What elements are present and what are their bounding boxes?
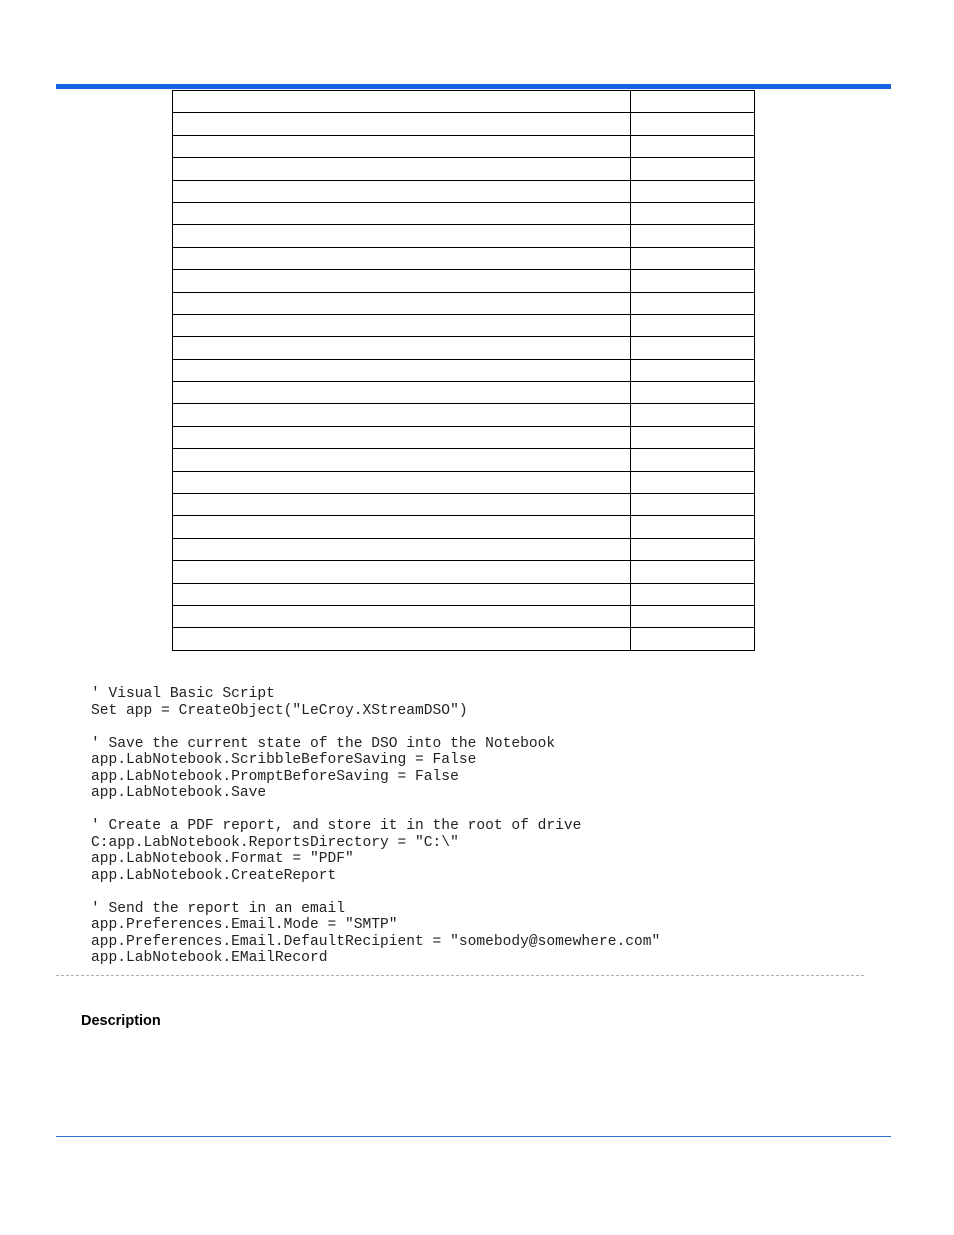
code-line: app.LabNotebook.CreateReport xyxy=(91,867,337,884)
code-line: app.LabNotebook.PromptBeforeSaving = False xyxy=(91,768,459,785)
code-line: Set app = CreateObject("LeCroy.XStreamDSO") xyxy=(91,702,468,719)
table-cell xyxy=(631,247,755,269)
table-row xyxy=(173,292,755,314)
table-cell xyxy=(631,270,755,292)
table-row xyxy=(173,247,755,269)
table-cell xyxy=(173,359,631,381)
section-divider xyxy=(56,975,864,976)
table-row xyxy=(173,583,755,605)
table-row xyxy=(173,270,755,292)
table-cell xyxy=(631,292,755,314)
code-line: ' Create a PDF report, and store it in the root of drive xyxy=(91,818,582,834)
table-cell xyxy=(173,202,631,224)
code-line xyxy=(91,802,851,819)
table-cell xyxy=(173,113,631,135)
table-cell xyxy=(631,202,755,224)
table-cell xyxy=(631,225,755,247)
table-cell xyxy=(631,337,755,359)
code-line: ' Save the current state of the DSO into the Notebook xyxy=(91,735,556,752)
table-cell xyxy=(173,538,631,560)
table-cell xyxy=(173,247,631,269)
table-cell xyxy=(631,314,755,336)
table-row xyxy=(173,225,755,247)
table-cell xyxy=(173,135,631,157)
table-cell xyxy=(173,404,631,426)
table-cell xyxy=(173,158,631,180)
table-cell xyxy=(631,113,755,135)
code-line: C:app.LabNotebook.ReportsDirectory = "C:\" xyxy=(91,834,459,851)
code-line xyxy=(91,884,851,901)
table-cell xyxy=(631,135,755,157)
table-cell xyxy=(173,426,631,448)
table-cell xyxy=(173,471,631,493)
table-row xyxy=(173,337,755,359)
table-cell xyxy=(173,270,631,292)
table-row xyxy=(173,628,755,650)
table-row xyxy=(173,516,755,538)
table-cell xyxy=(631,158,755,180)
table-cell xyxy=(631,404,755,426)
table-cell xyxy=(631,628,755,650)
code-line: app.Preferences.Email.Mode = "SMTP" xyxy=(91,917,398,933)
code-line: app.LabNotebook.ScribbleBeforeSaving = False xyxy=(91,752,477,768)
table-row xyxy=(173,426,755,448)
code-line xyxy=(91,719,851,736)
table-cell xyxy=(631,449,755,471)
table-cell xyxy=(173,180,631,202)
code-line: ' Visual Basic Script xyxy=(91,686,275,702)
table-cell xyxy=(631,180,755,202)
table-cell xyxy=(631,471,755,493)
table-row xyxy=(173,158,755,180)
table-cell xyxy=(173,225,631,247)
table-cell xyxy=(173,516,631,538)
table-cell xyxy=(173,605,631,627)
code-line: app.Preferences.Email.DefaultRecipient = "somebody@somewhere.com" xyxy=(91,933,661,950)
table-cell xyxy=(173,561,631,583)
table-cell xyxy=(631,426,755,448)
table-row xyxy=(173,135,755,157)
table-cell xyxy=(631,605,755,627)
property-table xyxy=(172,90,755,651)
table-row xyxy=(173,494,755,516)
table-row xyxy=(173,605,755,627)
table-row xyxy=(173,202,755,224)
table-cell xyxy=(173,292,631,314)
table-cell xyxy=(173,494,631,516)
table-cell xyxy=(173,337,631,359)
table-cell xyxy=(631,494,755,516)
table-row xyxy=(173,382,755,404)
table-cell xyxy=(173,449,631,471)
table-row xyxy=(173,91,755,113)
table-cell xyxy=(173,91,631,113)
table-cell xyxy=(631,583,755,605)
table-cell xyxy=(631,359,755,381)
code-example xyxy=(91,686,851,967)
table-cell xyxy=(631,538,755,560)
code-line: app.LabNotebook.Save xyxy=(91,785,267,801)
table-cell xyxy=(173,628,631,650)
code-line: app.LabNotebook.EMailRecord xyxy=(91,950,328,966)
code-line: ' Send the report in an email xyxy=(91,900,345,917)
table-row xyxy=(173,404,755,426)
table-cell xyxy=(631,91,755,113)
table-cell xyxy=(631,382,755,404)
table-cell xyxy=(631,561,755,583)
table-cell xyxy=(631,516,755,538)
table-cell xyxy=(173,382,631,404)
table-cell xyxy=(173,314,631,336)
section-heading: Description xyxy=(81,1013,161,1029)
code-line: app.LabNotebook.Format = "PDF" xyxy=(91,851,354,867)
table-row xyxy=(173,561,755,583)
table-row xyxy=(173,538,755,560)
property-table-body xyxy=(173,91,755,651)
table-row xyxy=(173,180,755,202)
footer-rule xyxy=(56,1136,891,1137)
table-row xyxy=(173,113,755,135)
table-row xyxy=(173,314,755,336)
table-cell xyxy=(173,583,631,605)
table-row xyxy=(173,359,755,381)
header-rule xyxy=(56,84,891,89)
table-row xyxy=(173,449,755,471)
table-row xyxy=(173,471,755,493)
